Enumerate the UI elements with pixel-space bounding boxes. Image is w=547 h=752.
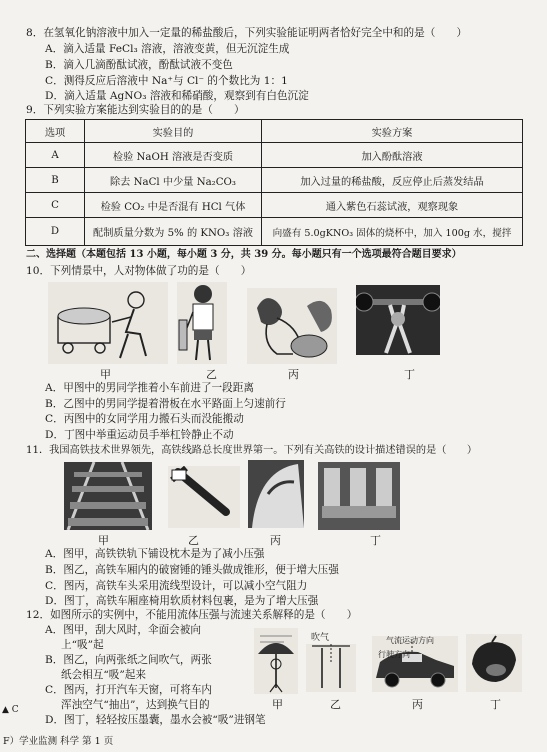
q12-figure-yi [306,644,356,692]
table-cell: 加入酚酞溶液 [262,143,523,168]
q9-table [25,119,523,246]
q11-caption-jia: 甲 [98,534,109,547]
q12-stem: 12．如图所示的实例中，不能用流体压强与流速关系解释的是（ ） [26,609,358,621]
side-mark: ▲ C [2,705,19,715]
q10-figure-ding [356,285,440,355]
table-row [26,168,523,193]
q10-option-a: A．甲图中的男同学推着小车前进了一段距离 [45,382,254,394]
table-header-row [26,120,523,143]
q12-drive-label: 行驶方向 [378,650,410,659]
q10-figure-yi [177,282,227,364]
q12-caption-ding: 丁 [490,698,501,711]
table-row [26,193,523,218]
q10-option-b: B．乙图中的男同学提着滑板在水平路面上匀速前行 [45,398,286,410]
q10-stem: 10．下列情景中，人对物体做了功的是（ ） [26,265,252,277]
q12-caption-yi: 乙 [330,698,341,711]
q11-stem: 11．我国高铁技术世界领先，高铁线路总长度世界第一。下列有关高铁的设计描述错误的是（ ） [26,445,478,456]
q8-option-c: C．测得反应后溶液中 Na⁺与 Cl⁻ 的个数比为 1：1 [45,75,288,87]
table-cell: 加入过量的稀盐酸，反应停止后蒸发结晶 [262,168,523,193]
table-cell: D [26,218,85,246]
q11-caption-bing: 丙 [270,534,281,547]
q12-option-d: D．图丁，轻轻按压墨囊，墨水会被“吸”进钢笔 [45,714,266,726]
table-header: 实验方案 [262,120,523,143]
q8-option-a: A．滴入适量 FeCl₃ 溶液，溶液变黄，但无沉淀生成 [45,43,290,55]
q12-caption-bing: 丙 [412,698,423,711]
page-footer: F）学业监测 科学 第 1 页 [3,736,114,747]
q10-option-d: D．丁图中举重运动员手举杠铃静止不动 [45,429,234,441]
table-row [26,218,523,246]
q12-option-a-line1: A．图甲，刮大风时，伞面会被向 [45,624,201,636]
q11-figure-yi [168,466,240,528]
table-cell: A [26,143,85,168]
q12-option-b-line1: B．图乙，向两张纸之间吹气，两张 [45,654,212,666]
q11-option-c: C．图丙，高铁车头采用流线型设计，可以减小空气阻力 [45,580,308,592]
q12-option-c-line1: C．图丙，打开汽车天窗，可将车内 [45,684,213,696]
q10-figure-bing [247,288,337,364]
table-row [26,143,523,168]
q10-option-c: C．丙图中的女同学用力搬石头而没能搬动 [45,413,244,425]
q11-caption-yi: 乙 [188,534,199,547]
q11-figure-jia [64,462,152,530]
q10-caption-yi: 乙 [206,368,217,381]
table-header: 选项 [26,120,85,143]
table-header: 实验目的 [85,120,262,143]
table-cell: B [26,168,85,193]
q12-figure-jia [254,628,298,694]
q12-blow-label: 吹气 [311,633,330,643]
q11-option-a: A．图甲，高铁铁轨下铺设枕木是为了减小压强 [45,548,265,560]
table-cell: 配制质量分数为 5% 的 KNO₃ 溶液 [85,218,262,246]
q11-figure-bing [248,460,304,528]
section-heading: 二、选择题（本题包括 13 小题，每小题 3 分，共 39 分。每小题只有一个选项最符合题目要求） [26,249,462,260]
table-cell: 检验 CO₂ 中是否混有 HCl 气体 [85,193,262,218]
q12-caption-jia: 甲 [272,698,283,711]
q10-caption-bing: 丙 [288,368,299,381]
q12-option-b-line2: 纸会相互“吸”起来 [61,669,146,681]
q12-option-c-line2: 浑浊空气“抽出”，达到换气目的 [61,699,210,711]
q11-option-d: D．图丁，高铁车厢座椅用软质材料包裹，是为了增大压强 [45,595,319,607]
q11-option-b: B．图乙，高铁车厢内的破窗锤的锤头做成锥形，便于增大压强 [45,564,339,576]
q8-option-b: B．滴入几滴酚酞试液，酚酞试液不变色 [45,59,233,71]
q11-caption-ding: 丁 [370,534,381,547]
q8-option-d: D．滴入适量 AgNO₃ 溶液和稀硝酸，观察到有白色沉淀 [45,90,309,102]
table-cell: 除去 NaCl 中少量 Na₂CO₃ [85,168,262,193]
q11-figure-ding [318,462,400,530]
q12-option-a-line2: 上“吸”起 [61,639,104,651]
q10-caption-jia: 甲 [100,368,111,381]
q10-figure-jia [48,282,168,364]
q10-caption-ding: 丁 [404,368,415,381]
table-cell: C [26,193,85,218]
table-cell: 向盛有 5.0gKNO₃ 固体的烧杯中，加入 100g 水，搅拌 [262,218,523,246]
table-cell: 通入紫色石蕊试液，观察现象 [262,193,523,218]
table-cell: 检验 NaOH 溶液是否变质 [85,143,262,168]
q12-figure-ding [466,634,522,692]
q9-stem: 9．下列实验方案能达到实验目的的是（ ） [26,104,245,116]
q12-flow-label: 气流运动方向 [386,636,434,645]
q8-stem: 8．在氢氧化钠溶液中加入一定量的稀盐酸后，下列实验能证明两者恰好完全中和的是（ ） [26,27,468,39]
